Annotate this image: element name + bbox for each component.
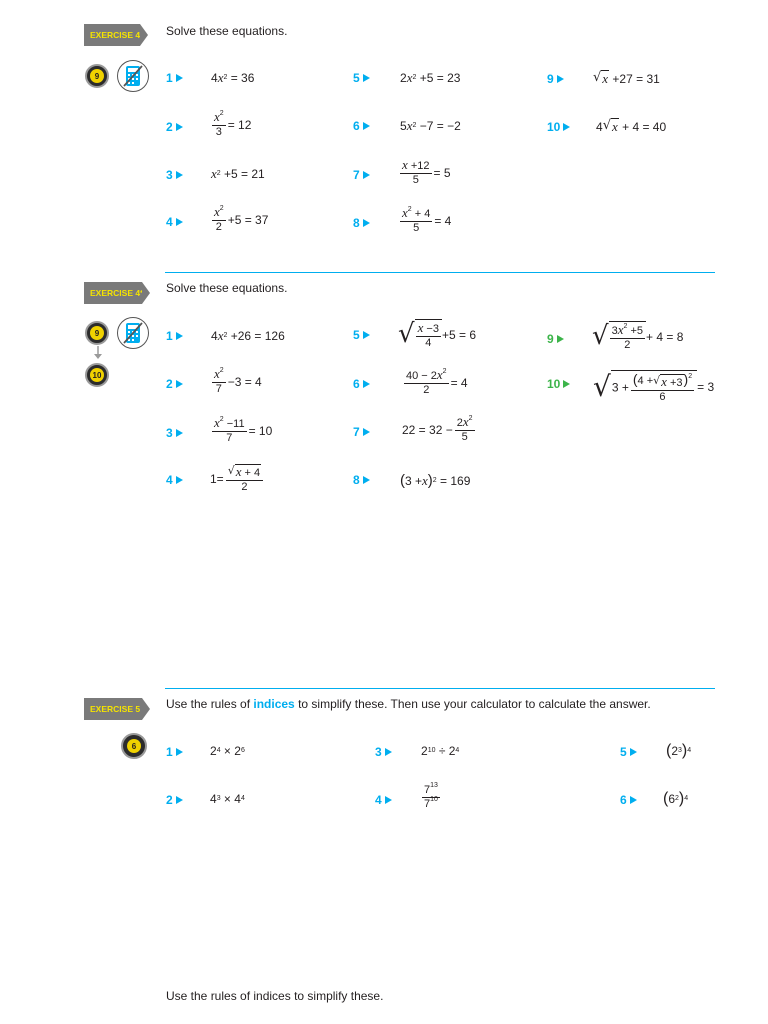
equation: 2 x 2 +5 = 23	[400, 70, 461, 85]
question-number: 6	[353, 377, 377, 391]
question-number: 5	[353, 328, 377, 342]
difficulty-number: 6	[127, 739, 141, 753]
question-number: 2	[166, 793, 190, 807]
question-number: 3	[166, 426, 190, 440]
expression: ( 6 2 ) 4	[663, 790, 689, 807]
equation: √ $\frac{x -3}{4}$ +5 = 6	[398, 319, 476, 349]
equation: √ $\frac{3x^2 +5}{2}$ + 4 = 8	[592, 321, 684, 351]
difficulty-badge	[85, 363, 109, 387]
difficulty-number: 10	[90, 368, 104, 382]
keyword-indices: indices	[253, 697, 295, 711]
question-number: 4	[166, 473, 190, 487]
equation: $\frac{x +12}{5}$ = 5	[402, 157, 451, 186]
question-number: 3	[375, 745, 399, 759]
equation: 4 x 2 = 36	[211, 70, 255, 85]
question-number: 8	[353, 216, 377, 230]
difficulty-badge	[121, 733, 147, 759]
equation: $\frac{x^2}{2}$ +5 = 37	[214, 204, 269, 233]
section-divider	[165, 272, 715, 273]
expression: $\frac{7^{13}}{7^{10}}$	[424, 782, 438, 810]
equation: 1= √ x + 4 2	[210, 464, 265, 494]
question-number: 10	[547, 120, 577, 134]
equation: x 2 +5 = 21	[211, 166, 265, 181]
equation: $\frac{x^2 + 4}{5}$ = 4	[402, 205, 452, 234]
equation: $\frac{x^2}{3}$ = 12	[214, 109, 252, 138]
equation: √ 3 + (4 + √ x +3 )$^2$ 6 = 3	[593, 370, 715, 403]
section-divider	[165, 688, 715, 689]
question-number: 6	[620, 793, 644, 807]
expression: 2 4 × 2 6	[210, 744, 245, 758]
difficulty-number: 9	[90, 69, 104, 83]
arrow-down-icon	[93, 346, 103, 360]
question-number: 6	[353, 119, 377, 133]
question-number: 8	[353, 473, 377, 487]
question-number: 4	[166, 215, 190, 229]
equation: 4 √ x + 4 = 40	[596, 118, 667, 134]
equation: ( 3 + x ) 2 = 169	[400, 472, 471, 489]
equation: $\frac{x^2}{7}$ −3 = 4	[214, 366, 262, 395]
expression: ( 2 3 ) 4	[666, 742, 692, 759]
exercise-4-instruction: Solve these equations.	[166, 24, 288, 38]
exercise-5-tag: EXERCISE 5	[84, 698, 142, 720]
difficulty-badge	[85, 64, 109, 88]
question-number: 9	[547, 332, 571, 346]
equation: $\frac{40 - 2x^2}{2}$ = 4	[406, 367, 468, 396]
question-number: 2	[166, 377, 190, 391]
question-number: 7	[353, 168, 377, 182]
exercise-5-instruction: Use the rules of indices to simplify these. Then use your calculator to calculate the answer.	[166, 697, 651, 711]
question-number: 5	[353, 71, 377, 85]
question-number: 1	[166, 71, 190, 85]
question-number: 7	[353, 425, 377, 439]
equation: 4 x 2 +26 = 126	[211, 328, 285, 343]
equation: $\frac{x^2 -11}{7}$ = 10	[214, 415, 273, 444]
no-calculator-icon	[117, 317, 149, 349]
exercise-4-star-instruction: Solve these equations.	[166, 281, 288, 295]
question-number: 5	[620, 745, 644, 759]
expression: 4 3 × 4 4	[210, 792, 245, 806]
question-number: 9	[547, 72, 571, 86]
no-calculator-icon	[117, 60, 149, 92]
equation: 22 = 32 − $\frac{2x^2}{5}$	[402, 414, 473, 443]
difficulty-number: 9	[90, 326, 104, 340]
next-instruction: Use the rules of indices to simplify these.	[166, 989, 384, 1003]
question-number: 3	[166, 168, 190, 182]
question-number: 1	[166, 745, 190, 759]
expression: 2 10 ÷ 2 4	[421, 744, 460, 758]
equation: √ x +27 = 31	[593, 70, 660, 86]
question-number: 4	[375, 793, 399, 807]
exercise-4-star-tag: EXERCISE 4*	[84, 282, 142, 304]
difficulty-badge	[85, 321, 109, 345]
question-number: 2	[166, 120, 190, 134]
equation: 5 x 2 −7 = −2	[400, 118, 461, 133]
question-number: 10	[547, 377, 581, 391]
exercise-4-tag: EXERCISE 4	[84, 24, 140, 46]
question-number: 1	[166, 329, 190, 343]
